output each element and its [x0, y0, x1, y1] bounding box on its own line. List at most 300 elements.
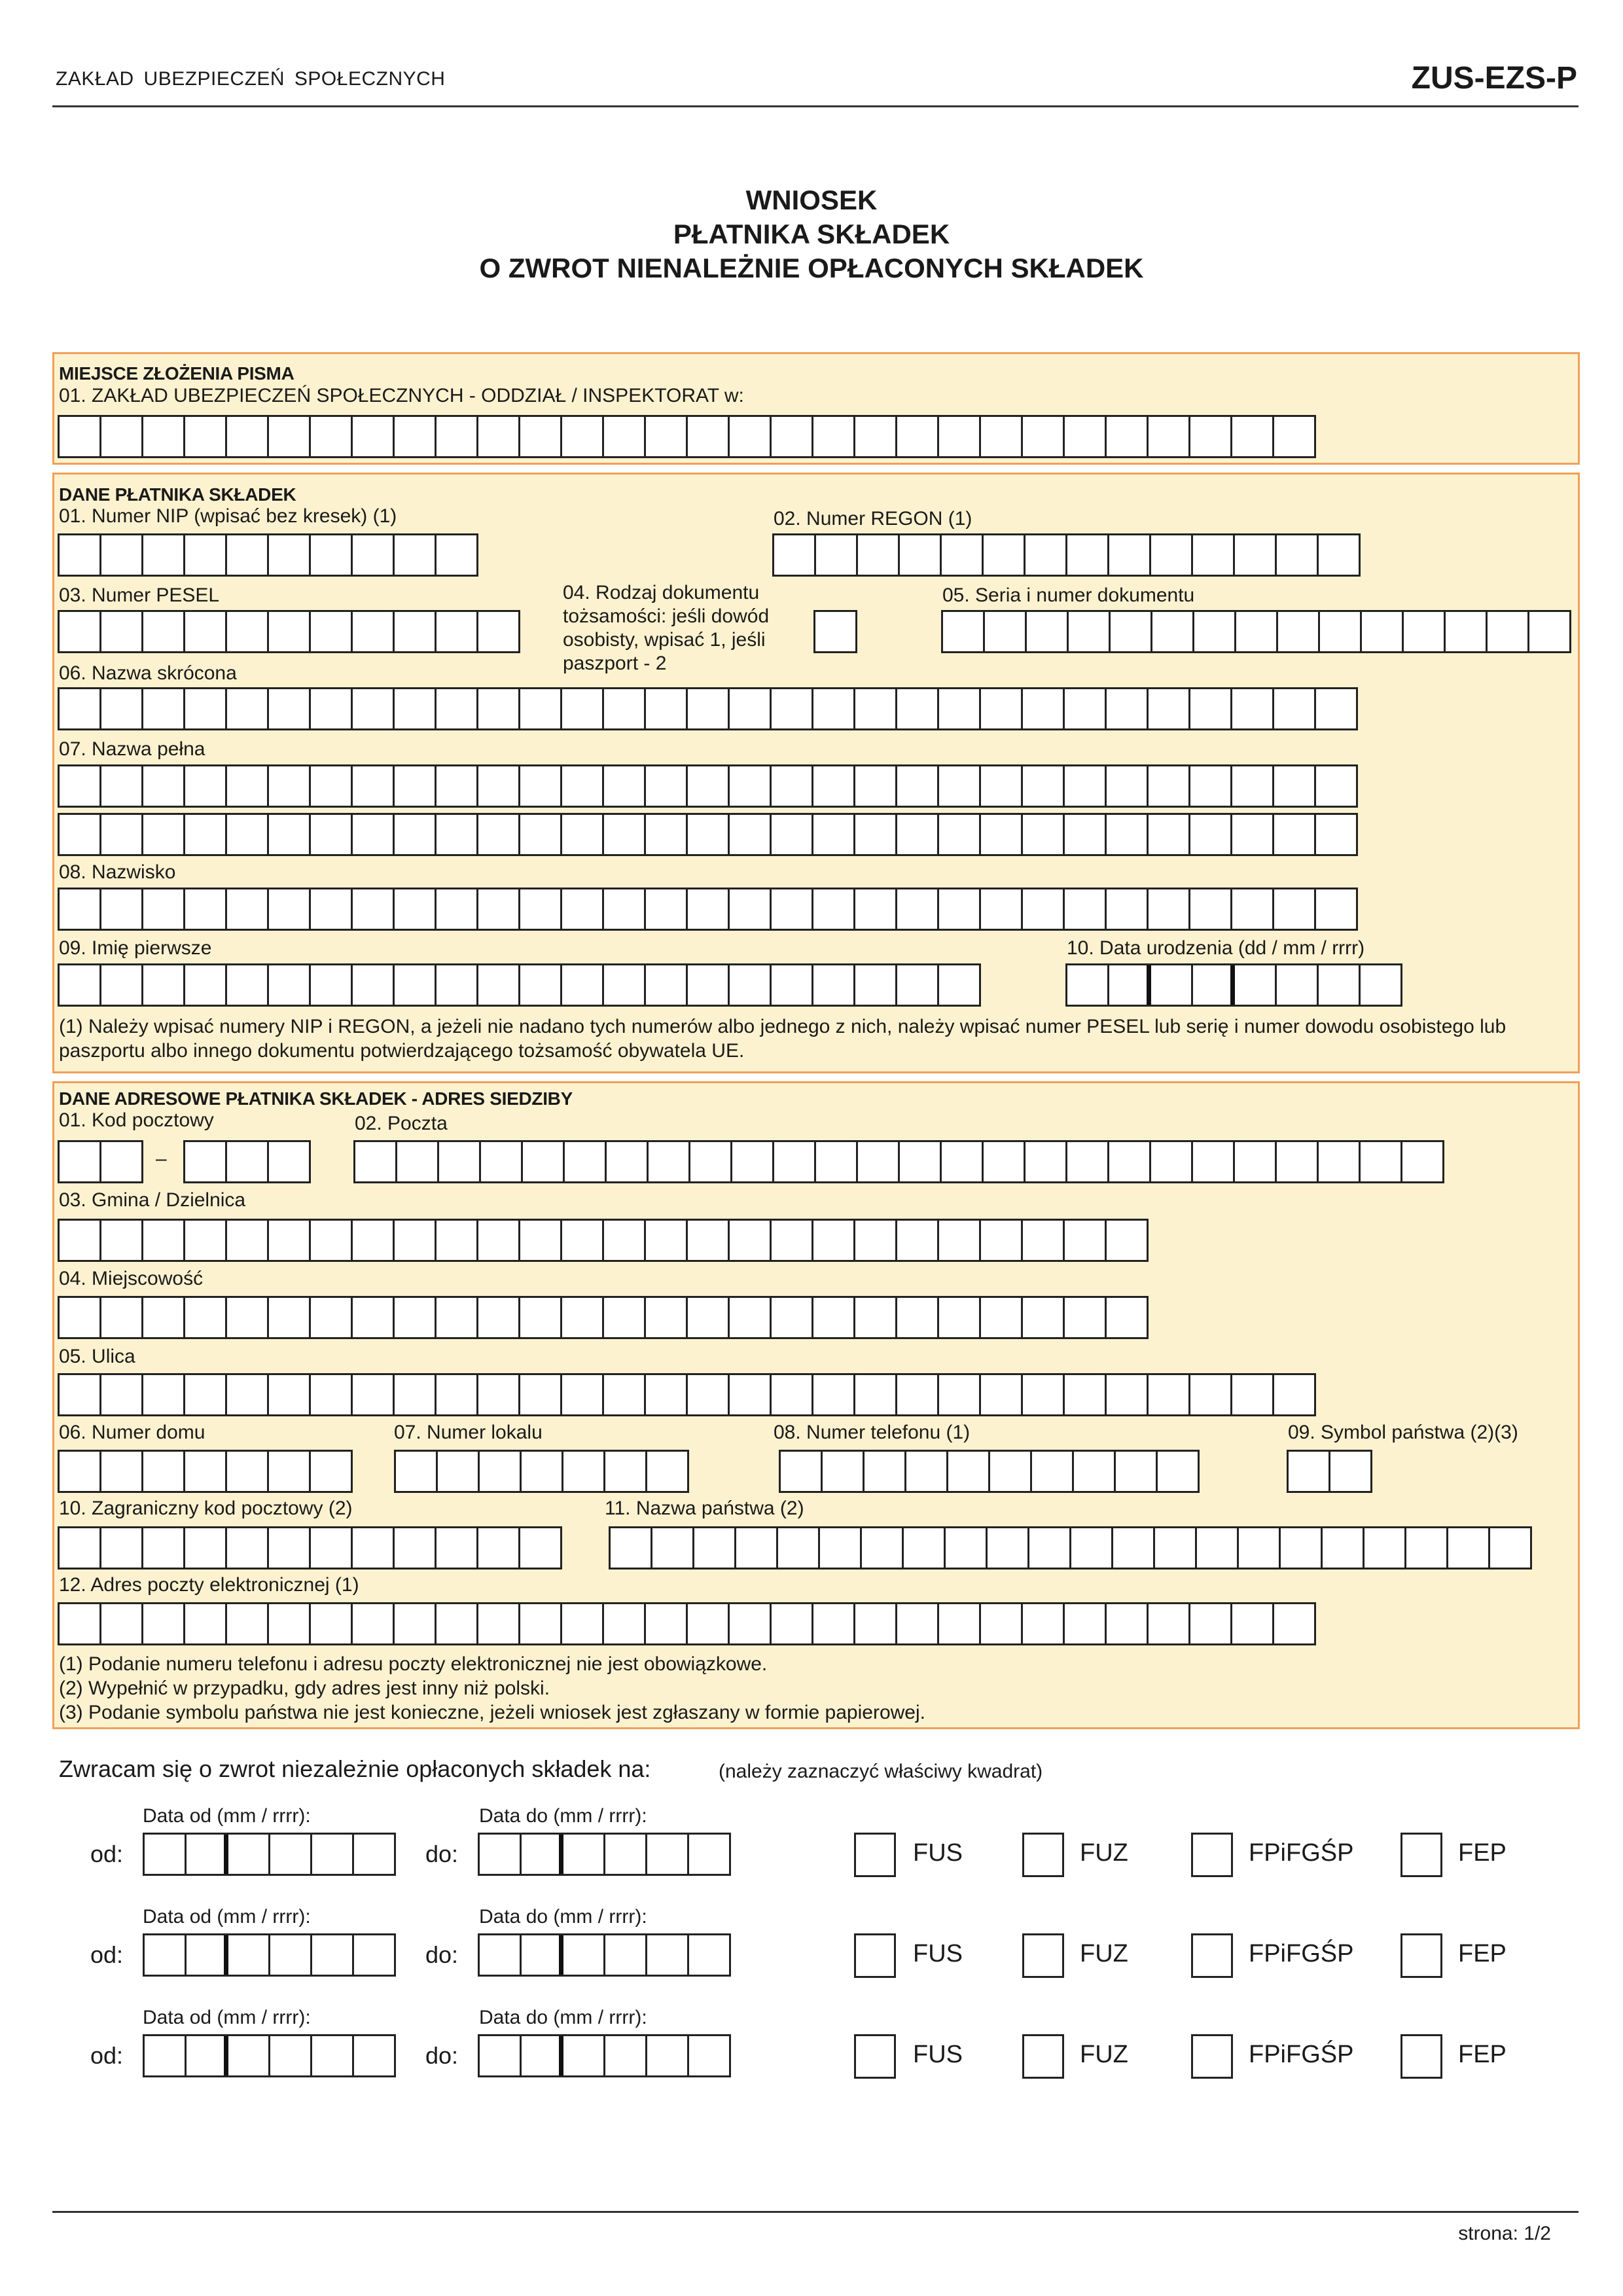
char-cell[interactable] — [101, 612, 143, 651]
char-cell[interactable] — [1236, 612, 1278, 651]
char-cell[interactable] — [772, 965, 813, 1005]
char-cell[interactable] — [1232, 889, 1274, 929]
char-cell[interactable] — [60, 535, 101, 575]
char-cell[interactable] — [943, 612, 985, 651]
char-cell[interactable] — [311, 535, 353, 575]
char-cell[interactable] — [1109, 965, 1151, 1005]
char-cell[interactable] — [732, 1142, 774, 1181]
char-cell[interactable] — [563, 1935, 605, 1975]
char-cell[interactable] — [1190, 1375, 1232, 1414]
char-cell[interactable] — [689, 1935, 731, 1975]
char-cell[interactable] — [1149, 1604, 1190, 1643]
char-cell[interactable] — [939, 1604, 981, 1643]
char-cell[interactable] — [101, 1604, 143, 1643]
char-cell[interactable] — [145, 1835, 187, 1874]
char-cell[interactable] — [1404, 612, 1446, 651]
char-cell[interactable] — [772, 889, 813, 929]
char-cell[interactable] — [227, 1604, 269, 1643]
char-cell[interactable] — [520, 1604, 562, 1643]
char-cell[interactable] — [862, 1528, 904, 1568]
char-cell[interactable] — [647, 2036, 689, 2075]
char-cell[interactable] — [520, 815, 562, 854]
char-cell[interactable] — [604, 889, 646, 929]
char-cell[interactable] — [1232, 1375, 1274, 1414]
char-cell[interactable] — [101, 815, 143, 854]
char-cell[interactable] — [227, 1528, 269, 1568]
char-cell[interactable] — [185, 766, 227, 806]
char-cell[interactable] — [311, 1375, 353, 1414]
char-cell[interactable] — [228, 2036, 270, 2075]
char-cell[interactable] — [269, 1298, 311, 1337]
char-cell[interactable] — [1023, 1221, 1065, 1260]
char-cell[interactable] — [604, 965, 646, 1005]
char-cell[interactable] — [60, 417, 101, 456]
refund-date-to-input[interactable] — [478, 1933, 731, 1977]
fpifgsp-checkbox[interactable] — [1191, 1833, 1233, 1877]
char-cell[interactable] — [1027, 612, 1069, 651]
birth-date-input[interactable] — [1065, 963, 1402, 1007]
char-cell[interactable] — [101, 689, 143, 728]
char-cell[interactable] — [1109, 1142, 1151, 1181]
char-cell[interactable] — [227, 766, 269, 806]
char-cell[interactable] — [688, 1375, 730, 1414]
char-cell[interactable] — [563, 2036, 605, 2075]
char-cell[interactable] — [227, 417, 269, 456]
char-cell[interactable] — [900, 1142, 942, 1181]
char-cell[interactable] — [101, 1298, 143, 1337]
char-cell[interactable] — [562, 417, 604, 456]
char-cell[interactable] — [185, 1298, 227, 1337]
char-cell[interactable] — [311, 1604, 353, 1643]
char-cell[interactable] — [1316, 689, 1358, 728]
char-cell[interactable] — [227, 1221, 269, 1260]
char-cell[interactable] — [1361, 965, 1402, 1005]
commune-input[interactable] — [58, 1219, 1149, 1262]
char-cell[interactable] — [897, 689, 939, 728]
char-cell[interactable] — [353, 535, 395, 575]
char-cell[interactable] — [772, 689, 813, 728]
char-cell[interactable] — [604, 1375, 646, 1414]
char-cell[interactable] — [813, 1604, 855, 1643]
char-cell[interactable] — [60, 1298, 101, 1337]
char-cell[interactable] — [311, 889, 353, 929]
char-cell[interactable] — [897, 815, 939, 854]
char-cell[interactable] — [647, 1935, 689, 1975]
char-cell[interactable] — [311, 1452, 353, 1491]
zus-branch-input[interactable] — [58, 415, 1316, 458]
char-cell[interactable] — [1277, 1142, 1319, 1181]
char-cell[interactable] — [948, 1452, 990, 1491]
char-cell[interactable] — [855, 1375, 897, 1414]
char-cell[interactable] — [1065, 689, 1107, 728]
char-cell[interactable] — [646, 417, 688, 456]
char-cell[interactable] — [652, 1528, 694, 1568]
char-cell[interactable] — [311, 689, 353, 728]
char-cell[interactable] — [981, 1298, 1023, 1337]
char-cell[interactable] — [187, 1835, 228, 1874]
char-cell[interactable] — [145, 1935, 187, 1975]
char-cell[interactable] — [437, 815, 478, 854]
char-cell[interactable] — [646, 815, 688, 854]
char-cell[interactable] — [906, 1452, 948, 1491]
char-cell[interactable] — [1281, 1528, 1323, 1568]
char-cell[interactable] — [1190, 815, 1232, 854]
char-cell[interactable] — [730, 1604, 772, 1643]
char-cell[interactable] — [227, 889, 269, 929]
char-cell[interactable] — [60, 1221, 101, 1260]
char-cell[interactable] — [1274, 417, 1316, 456]
char-cell[interactable] — [395, 612, 437, 651]
char-cell[interactable] — [1193, 1142, 1235, 1181]
char-cell[interactable] — [270, 2036, 312, 2075]
char-cell[interactable] — [1193, 965, 1235, 1005]
char-cell[interactable] — [520, 766, 562, 806]
char-cell[interactable] — [772, 766, 813, 806]
char-cell[interactable] — [1029, 1528, 1071, 1568]
char-cell[interactable] — [563, 1452, 605, 1491]
char-cell[interactable] — [437, 1604, 478, 1643]
char-cell[interactable] — [1239, 1528, 1281, 1568]
char-cell[interactable] — [269, 1375, 311, 1414]
char-cell[interactable] — [227, 1375, 269, 1414]
char-cell[interactable] — [781, 1452, 823, 1491]
char-cell[interactable] — [354, 1935, 396, 1975]
char-cell[interactable] — [1152, 612, 1194, 651]
char-cell[interactable] — [395, 965, 437, 1005]
char-cell[interactable] — [353, 1528, 395, 1568]
char-cell[interactable] — [607, 1142, 649, 1181]
char-cell[interactable] — [185, 1375, 227, 1414]
char-cell[interactable] — [101, 889, 143, 929]
char-cell[interactable] — [1274, 766, 1316, 806]
char-cell[interactable] — [480, 1452, 522, 1491]
char-cell[interactable] — [522, 1935, 563, 1975]
char-cell[interactable] — [1149, 889, 1190, 929]
char-cell[interactable] — [855, 889, 897, 929]
char-cell[interactable] — [611, 1528, 652, 1568]
char-cell[interactable] — [688, 1604, 730, 1643]
char-cell[interactable] — [942, 535, 984, 575]
char-cell[interactable] — [1364, 1528, 1406, 1568]
char-cell[interactable] — [820, 1528, 862, 1568]
char-cell[interactable] — [143, 612, 185, 651]
char-cell[interactable] — [1320, 612, 1362, 651]
char-cell[interactable] — [1107, 889, 1149, 929]
char-cell[interactable] — [646, 965, 688, 1005]
char-cell[interactable] — [185, 612, 227, 651]
char-cell[interactable] — [185, 1528, 227, 1568]
char-cell[interactable] — [562, 889, 604, 929]
char-cell[interactable] — [143, 1298, 185, 1337]
char-cell[interactable] — [185, 815, 227, 854]
char-cell[interactable] — [227, 1452, 269, 1491]
char-cell[interactable] — [437, 689, 478, 728]
char-cell[interactable] — [688, 1298, 730, 1337]
char-cell[interactable] — [1071, 1528, 1113, 1568]
char-cell[interactable] — [520, 1221, 562, 1260]
char-cell[interactable] — [730, 815, 772, 854]
char-cell[interactable] — [353, 1604, 395, 1643]
char-cell[interactable] — [439, 1142, 481, 1181]
char-cell[interactable] — [730, 1298, 772, 1337]
char-cell[interactable] — [939, 417, 981, 456]
char-cell[interactable] — [1362, 612, 1404, 651]
char-cell[interactable] — [1316, 889, 1358, 929]
fus-checkbox[interactable] — [854, 2034, 896, 2079]
char-cell[interactable] — [1107, 689, 1149, 728]
char-cell[interactable] — [813, 417, 855, 456]
char-cell[interactable] — [855, 1221, 897, 1260]
char-cell[interactable] — [520, 889, 562, 929]
fus-checkbox[interactable] — [854, 1933, 896, 1978]
char-cell[interactable] — [816, 535, 858, 575]
fep-checkbox[interactable] — [1400, 1933, 1442, 1978]
char-cell[interactable] — [480, 1935, 522, 1975]
char-cell[interactable] — [523, 1142, 565, 1181]
char-cell[interactable] — [353, 689, 395, 728]
char-cell[interactable] — [981, 815, 1023, 854]
char-cell[interactable] — [143, 1528, 185, 1568]
char-cell[interactable] — [311, 1528, 353, 1568]
char-cell[interactable] — [1361, 1142, 1402, 1181]
char-cell[interactable] — [646, 889, 688, 929]
char-cell[interactable] — [563, 1835, 605, 1874]
char-cell[interactable] — [1278, 612, 1320, 651]
char-cell[interactable] — [1446, 612, 1488, 651]
char-cell[interactable] — [813, 766, 855, 806]
char-cell[interactable] — [60, 689, 101, 728]
char-cell[interactable] — [1319, 965, 1361, 1005]
char-cell[interactable] — [865, 1452, 906, 1491]
char-cell[interactable] — [562, 1221, 604, 1260]
char-cell[interactable] — [269, 1221, 311, 1260]
char-cell[interactable] — [101, 1375, 143, 1414]
char-cell[interactable] — [395, 815, 437, 854]
char-cell[interactable] — [1069, 612, 1111, 651]
foreign-postal-code-input[interactable] — [58, 1526, 562, 1570]
char-cell[interactable] — [437, 612, 478, 651]
char-cell[interactable] — [437, 1298, 478, 1337]
char-cell[interactable] — [353, 1221, 395, 1260]
char-cell[interactable] — [646, 1375, 688, 1414]
char-cell[interactable] — [984, 535, 1026, 575]
char-cell[interactable] — [688, 965, 730, 1005]
char-cell[interactable] — [478, 1604, 520, 1643]
char-cell[interactable] — [813, 1221, 855, 1260]
char-cell[interactable] — [143, 965, 185, 1005]
char-cell[interactable] — [101, 1528, 143, 1568]
char-cell[interactable] — [101, 1142, 143, 1181]
char-cell[interactable] — [1274, 1604, 1316, 1643]
char-cell[interactable] — [897, 1375, 939, 1414]
char-cell[interactable] — [604, 417, 646, 456]
refund-date-from-input[interactable] — [143, 1833, 396, 1876]
char-cell[interactable] — [228, 1835, 270, 1874]
char-cell[interactable] — [605, 1452, 647, 1491]
char-cell[interactable] — [689, 2036, 731, 2075]
char-cell[interactable] — [604, 1298, 646, 1337]
char-cell[interactable] — [312, 1935, 354, 1975]
char-cell[interactable] — [981, 889, 1023, 929]
char-cell[interactable] — [813, 815, 855, 854]
char-cell[interactable] — [143, 815, 185, 854]
fuz-checkbox[interactable] — [1022, 1833, 1064, 1877]
char-cell[interactable] — [562, 1604, 604, 1643]
char-cell[interactable] — [1109, 535, 1151, 575]
char-cell[interactable] — [981, 1604, 1023, 1643]
char-cell[interactable] — [646, 766, 688, 806]
char-cell[interactable] — [522, 1452, 563, 1491]
char-cell[interactable] — [185, 535, 227, 575]
char-cell[interactable] — [353, 1298, 395, 1337]
char-cell[interactable] — [647, 1452, 689, 1491]
char-cell[interactable] — [1067, 965, 1109, 1005]
char-cell[interactable] — [1107, 766, 1149, 806]
char-cell[interactable] — [1032, 1452, 1074, 1491]
char-cell[interactable] — [60, 815, 101, 854]
char-cell[interactable] — [897, 1604, 939, 1643]
fuz-checkbox[interactable] — [1022, 2034, 1064, 2079]
char-cell[interactable] — [688, 1221, 730, 1260]
char-cell[interactable] — [187, 2036, 228, 2075]
char-cell[interactable] — [736, 1528, 778, 1568]
char-cell[interactable] — [605, 1935, 647, 1975]
char-cell[interactable] — [772, 1221, 813, 1260]
char-cell[interactable] — [1023, 1604, 1065, 1643]
char-cell[interactable] — [1194, 612, 1236, 651]
char-cell[interactable] — [985, 612, 1027, 651]
char-cell[interactable] — [354, 1835, 396, 1874]
postal-code-input-part-1[interactable] — [58, 1140, 143, 1183]
char-cell[interactable] — [143, 1221, 185, 1260]
char-cell[interactable] — [1023, 815, 1065, 854]
char-cell[interactable] — [562, 815, 604, 854]
char-cell[interactable] — [939, 965, 981, 1005]
char-cell[interactable] — [939, 766, 981, 806]
char-cell[interactable] — [1065, 1221, 1107, 1260]
fpifgsp-checkbox[interactable] — [1191, 2034, 1233, 2079]
char-cell[interactable] — [312, 2036, 354, 2075]
char-cell[interactable] — [1158, 1452, 1200, 1491]
char-cell[interactable] — [269, 1604, 311, 1643]
char-cell[interactable] — [311, 417, 353, 456]
char-cell[interactable] — [813, 1375, 855, 1414]
char-cell[interactable] — [981, 766, 1023, 806]
char-cell[interactable] — [858, 535, 900, 575]
char-cell[interactable] — [101, 535, 143, 575]
char-cell[interactable] — [143, 766, 185, 806]
char-cell[interactable] — [185, 1604, 227, 1643]
char-cell[interactable] — [988, 1528, 1029, 1568]
fuz-checkbox[interactable] — [1022, 1933, 1064, 1978]
char-cell[interactable] — [604, 689, 646, 728]
char-cell[interactable] — [1319, 1142, 1361, 1181]
refund-date-from-input[interactable] — [143, 2034, 396, 2077]
surname-input[interactable] — [58, 888, 1358, 931]
char-cell[interactable] — [562, 689, 604, 728]
char-cell[interactable] — [480, 2036, 522, 2075]
refund-date-to-input[interactable] — [478, 2034, 731, 2077]
char-cell[interactable] — [185, 689, 227, 728]
char-cell[interactable] — [1151, 965, 1193, 1005]
char-cell[interactable] — [1274, 889, 1316, 929]
char-cell[interactable] — [1274, 1375, 1316, 1414]
char-cell[interactable] — [1232, 1604, 1274, 1643]
char-cell[interactable] — [478, 417, 520, 456]
char-cell[interactable] — [605, 1835, 647, 1874]
char-cell[interactable] — [1026, 1142, 1067, 1181]
char-cell[interactable] — [355, 1142, 397, 1181]
char-cell[interactable] — [269, 766, 311, 806]
char-cell[interactable] — [1406, 1528, 1448, 1568]
char-cell[interactable] — [395, 1528, 437, 1568]
char-cell[interactable] — [270, 1835, 312, 1874]
char-cell[interactable] — [227, 1298, 269, 1337]
char-cell[interactable] — [227, 535, 269, 575]
char-cell[interactable] — [145, 2036, 187, 2075]
char-cell[interactable] — [1323, 1528, 1364, 1568]
char-cell[interactable] — [1065, 1298, 1107, 1337]
char-cell[interactable] — [353, 766, 395, 806]
char-cell[interactable] — [774, 535, 816, 575]
char-cell[interactable] — [1151, 535, 1193, 575]
post-office-input[interactable] — [353, 1140, 1444, 1183]
char-cell[interactable] — [772, 417, 813, 456]
char-cell[interactable] — [520, 1528, 562, 1568]
char-cell[interactable] — [981, 1221, 1023, 1260]
char-cell[interactable] — [269, 815, 311, 854]
char-cell[interactable] — [1235, 965, 1277, 1005]
char-cell[interactable] — [311, 1221, 353, 1260]
char-cell[interactable] — [478, 889, 520, 929]
char-cell[interactable] — [1065, 1604, 1107, 1643]
char-cell[interactable] — [1277, 965, 1319, 1005]
char-cell[interactable] — [855, 965, 897, 1005]
char-cell[interactable] — [395, 1298, 437, 1337]
nip-input[interactable] — [58, 533, 478, 577]
char-cell[interactable] — [774, 1142, 816, 1181]
short-name-input[interactable] — [58, 687, 1358, 730]
char-cell[interactable] — [478, 1221, 520, 1260]
char-cell[interactable] — [228, 1935, 270, 1975]
char-cell[interactable] — [1232, 417, 1274, 456]
char-cell[interactable] — [813, 965, 855, 1005]
char-cell[interactable] — [480, 1835, 522, 1874]
char-cell[interactable] — [1023, 1375, 1065, 1414]
char-cell[interactable] — [227, 612, 269, 651]
char-cell[interactable] — [688, 417, 730, 456]
char-cell[interactable] — [981, 689, 1023, 728]
char-cell[interactable] — [900, 535, 942, 575]
char-cell[interactable] — [1330, 1452, 1372, 1491]
street-input[interactable] — [58, 1373, 1316, 1416]
char-cell[interactable] — [1023, 766, 1065, 806]
char-cell[interactable] — [185, 1221, 227, 1260]
char-cell[interactable] — [1065, 815, 1107, 854]
char-cell[interactable] — [730, 689, 772, 728]
fep-checkbox[interactable] — [1400, 2034, 1442, 2079]
char-cell[interactable] — [396, 1452, 438, 1491]
char-cell[interactable] — [395, 689, 437, 728]
char-cell[interactable] — [694, 1528, 736, 1568]
char-cell[interactable] — [858, 1142, 900, 1181]
char-cell[interactable] — [604, 1221, 646, 1260]
char-cell[interactable] — [1490, 1528, 1532, 1568]
full-name-input-line-2[interactable] — [58, 813, 1358, 856]
char-cell[interactable] — [101, 1452, 143, 1491]
char-cell[interactable] — [1190, 766, 1232, 806]
char-cell[interactable] — [897, 889, 939, 929]
